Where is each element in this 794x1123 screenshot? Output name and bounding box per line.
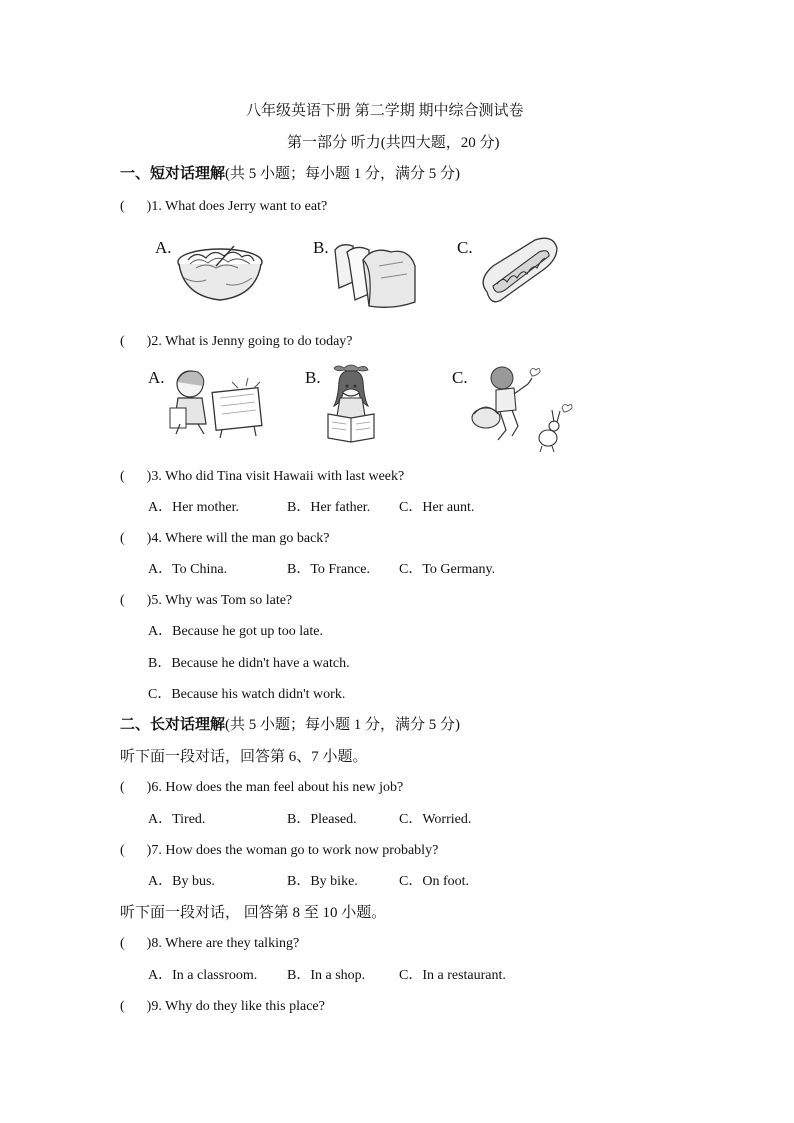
- bread-loaf-icon[interactable]: [333, 242, 419, 310]
- answer-paren: (: [120, 531, 125, 546]
- q4-option-a[interactable]: A．To China.: [148, 562, 228, 577]
- section-1-title: 一、短对话理解: [120, 166, 226, 182]
- answer-paren: (: [120, 334, 125, 349]
- q6-option-c[interactable]: C．Worried.: [399, 812, 472, 827]
- section-2-intro-1: 听下面一段对话，回答第 6、7 小题。: [120, 749, 368, 765]
- q1-option-a-label: A.: [155, 238, 172, 257]
- q4-option-b[interactable]: B．To France.: [287, 562, 371, 577]
- q6-option-a[interactable]: A．Tired.: [148, 812, 206, 827]
- section-1-heading: [120, 165, 460, 183]
- q3-option-c[interactable]: C．Her aunt.: [399, 500, 475, 515]
- answer-paren: (: [120, 843, 125, 858]
- q2-option-c-label: C.: [452, 368, 468, 387]
- section-2-info: (共 5 小题；每小题 1 分，满分 5 分): [225, 717, 461, 733]
- section-2-intro-2: 听下面一段对话， 回答第 8 至 10 小题。: [120, 905, 387, 921]
- q7-option-b[interactable]: B．By bike.: [287, 874, 358, 889]
- q2-option-a-label: A.: [148, 368, 165, 387]
- question-2: [120, 333, 353, 351]
- question-text: )4. Where will the man go back?: [146, 531, 330, 546]
- answer-paren: (: [120, 780, 125, 795]
- question-text: )1. What does Jerry want to eat?: [146, 199, 328, 214]
- q8-option-b[interactable]: B．In a shop.: [287, 968, 366, 983]
- question-6: [120, 779, 403, 797]
- section-2-title: 二、长对话理解: [120, 717, 226, 733]
- q5-option-c[interactable]: C．Because his watch didn't work.: [148, 687, 346, 702]
- question-text: )3. Who did Tina visit Hawaii with last week?: [146, 469, 405, 484]
- girl-picnic-rabbit-icon[interactable]: [470, 364, 578, 454]
- answer-paren: (: [120, 936, 125, 951]
- question-text: )2. What is Jenny going to do today?: [146, 334, 353, 349]
- question-9: [120, 998, 325, 1016]
- question-text: )7. How does the woman go to work now probably?: [146, 843, 439, 858]
- question-text: )6. How does the man feel about his new job?: [146, 780, 404, 795]
- answer-paren: (: [120, 199, 125, 214]
- q5-option-a[interactable]: A．Because he got up too late.: [148, 624, 323, 639]
- question-text: )5. Why was Tom so late?: [146, 593, 293, 608]
- exam-title: 八年级英语下册 第二学期 期中综合测试卷: [246, 103, 524, 119]
- question-7: [120, 842, 438, 860]
- q4-option-c[interactable]: C．To Germany.: [399, 562, 496, 577]
- question-8: [120, 935, 299, 953]
- q3-option-a[interactable]: A．Her mother.: [148, 500, 239, 515]
- q7-option-a[interactable]: A．By bus.: [148, 874, 215, 889]
- q8-option-a[interactable]: A．In a classroom.: [148, 968, 258, 983]
- q1-option-b-label: B.: [313, 238, 329, 257]
- question-4: [120, 530, 330, 548]
- question-3: [120, 468, 404, 486]
- girl-reading-book-icon[interactable]: [326, 362, 376, 442]
- answer-paren: (: [120, 593, 125, 608]
- hot-dog-icon[interactable]: [477, 236, 559, 308]
- answer-paren: (: [120, 469, 125, 484]
- q1-option-c-label: C.: [457, 238, 473, 257]
- girl-watching-tv-icon[interactable]: [168, 368, 270, 440]
- q5-option-b[interactable]: B．Because he didn't have a watch.: [148, 656, 350, 671]
- section-1-info: (共 5 小题；每小题 1 分，满分 5 分): [225, 166, 461, 182]
- q3-option-b[interactable]: B．Her father.: [287, 500, 371, 515]
- q7-option-c[interactable]: C．On foot.: [399, 874, 469, 889]
- q2-option-b-label: B.: [305, 368, 321, 387]
- part-title: 第一部分 听力(共四大题，20 分): [287, 135, 500, 151]
- noodles-bowl-icon[interactable]: [176, 244, 264, 302]
- q8-option-c[interactable]: C．In a restaurant.: [399, 968, 506, 983]
- question-text: )9. Why do they like this place?: [146, 999, 325, 1014]
- question-5: [120, 592, 292, 610]
- q6-option-b[interactable]: B．Pleased.: [287, 812, 357, 827]
- question-text: )8. Where are they talking?: [146, 936, 300, 951]
- section-2-heading: [120, 716, 460, 734]
- question-1: [120, 198, 327, 216]
- answer-paren: (: [120, 999, 125, 1014]
